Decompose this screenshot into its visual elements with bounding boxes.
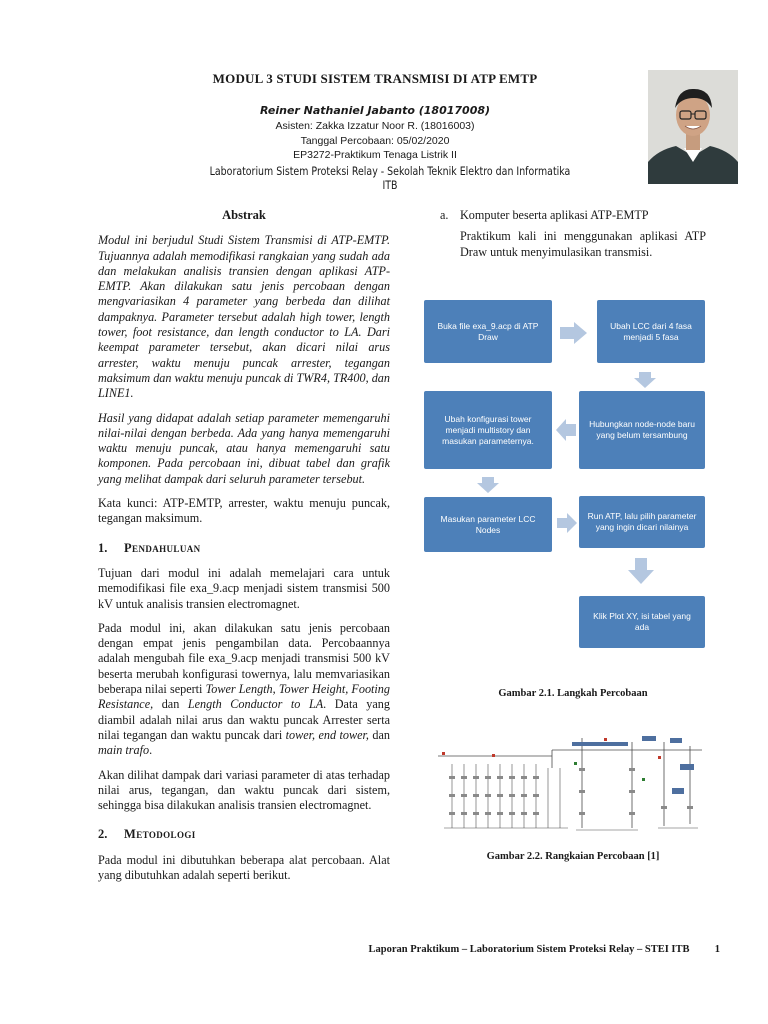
section-1-number: 1. xyxy=(98,540,108,555)
section-2-paragraph-1: Pada modul ini dibutuhkan beberapa alat percobaan. Alat yang dibutuhkan adalah seperti berikut. xyxy=(98,852,390,882)
equipment-item-label: a. xyxy=(440,208,449,222)
equipment-item-text: Komputer beserta aplikasi ATP-EMTP xyxy=(460,208,649,222)
footer-text: Laporan Praktikum – Laboratorium Sistem Proteksi Relay – STEI ITB xyxy=(368,944,690,955)
arrow-right-icon xyxy=(560,322,588,344)
abstract-heading: Abstrak xyxy=(222,208,266,222)
figure-2-caption: Gambar 2.2. Rangkaian Percobaan [1] xyxy=(486,851,660,862)
abstract-paragraph-1: Modul ini berjudul Studi Sistem Transmisi di ATP-EMTP. Tujuannya adalah memodifikasi rangkaian yang sudah ada dan melakukan analisis transien dengan aplikasi ATP-EMTP. Akan dilakukan satu jenis percobaan dengan mengvariasikan 4 parameter yang berbeda dan dilihat dampaknya. Parameter tersebut adalah high tower, length tower, foot resistance, dan length conductor to LA. Dari keempat parameter tersebut, akan dicari nilai arus arrester, waktu menuju puncak arrester, tegangan maksimum dan waktu menuju puncak di TWR4, TR400, dan LINE1. xyxy=(98,233,390,401)
assistant-line: Asisten: Zakka Izzatur Noor R. (18016003) xyxy=(275,120,475,132)
flow-step-7: Klik Plot XY, isi tabel yang ada xyxy=(579,596,705,648)
section-2-number: 2. xyxy=(98,827,108,842)
right-column xyxy=(440,208,706,260)
flow-step-1: Buka file exa_9.acp di ATP Draw xyxy=(424,300,552,363)
flow-step-3: Hubungkan node-node baru yang belum tersambung xyxy=(579,391,705,469)
section-2-title: Metodologi xyxy=(124,827,196,842)
author-photo xyxy=(648,70,738,184)
section-2-heading xyxy=(98,827,390,842)
page-number: 1 xyxy=(714,944,720,955)
equipment-item xyxy=(440,208,706,223)
figure-1-caption: Gambar 2.1. Langkah Percobaan xyxy=(498,688,648,699)
section-1-paragraph-3: Akan dilihat dampak dari variasi parameter di atas terhadap nilai arus, tegangan, dan waktu puncak dari sistem, sehingga bisa dilakukan analisis transien electromagnet. xyxy=(98,767,390,813)
arrow-left-icon xyxy=(556,419,576,441)
course-line: EP3272-Praktikum Tenaga Listrik II xyxy=(293,149,457,161)
author-name: Reiner Nathaniel Jabanto (18017008) xyxy=(259,104,491,117)
abstract-paragraph-2: Hasil yang didapat adalah setiap parameter memengaruhi nilai-nilai dengan berbeda. Ada yang hanya memengaruhi waktu menuju puncak, atau hanya memengaruhi satu komponen. Pada percobaan ini, dibuat tabel dan grafik yang melihat dampak dari seluruh parameter tersebut. xyxy=(98,410,390,486)
section-1-paragraph-2: Pada modul ini, akan dilakukan satu jenis percobaan dengan empat jenis pengambilan data. Percobaannya adalah mengubah file exa_9.acp menjadi transmisi 500 kV beserta merubah konfigurasi towernya, lalu memvariasikan beberapa nilai seperti Tower Length, Tower Height, Footing Resistance, dan Length Conductor to LA. Data yang diambil adalah nilai arus dan waktu puncak Arrester serta nilai tegangan dan waktu puncak dari tower, end tower, dan main trafo. xyxy=(98,620,390,758)
lab-line: Laboratorium Sistem Proteksi Relay - Sekolah Teknik Elektro dan Informatika ITB xyxy=(209,164,571,192)
section-1-paragraph-1: Tujuan dari modul ini adalah memelajari cara untuk memodifikasi file exa_9.acp menjadi sistem transmisi 500 kV untuk analisis transien electromagnet. xyxy=(98,565,390,611)
flow-step-5: Masukan parameter LCC Nodes xyxy=(424,497,552,552)
arrow-down-icon xyxy=(634,372,656,388)
equipment-description: Praktikum kali ini menggunakan aplikasi ATP Draw untuk menyimulasikan transmisi. xyxy=(460,229,706,259)
arrow-right-icon xyxy=(557,513,577,533)
section-1-heading xyxy=(98,541,390,556)
flow-step-2: Ubah LCC dari 4 fasa menjadi 5 fasa xyxy=(597,300,705,363)
flow-step-4: Ubah konfigurasi tower menjadi multistory dan masukan parameternya. xyxy=(424,391,552,469)
page-footer xyxy=(360,944,720,955)
date-line: Tanggal Percobaan: 05/02/2020 xyxy=(300,135,450,147)
paper-title: MODUL 3 STUDI SISTEM TRANSMISI DI ATP EMTP xyxy=(212,71,538,86)
section-1-title: Pendahuluan xyxy=(124,540,201,555)
flow-step-6: Run ATP, lalu pilih parameter yang ingin dicari nilainya xyxy=(579,496,705,548)
keywords: Kata kunci: ATP-EMTP, arrester, waktu menuju puncak, tegangan maksimum. xyxy=(98,496,390,526)
arrow-down-icon xyxy=(477,477,499,493)
left-column xyxy=(98,208,390,892)
arrow-down-icon xyxy=(628,558,654,584)
circuit-diagram xyxy=(432,728,708,836)
